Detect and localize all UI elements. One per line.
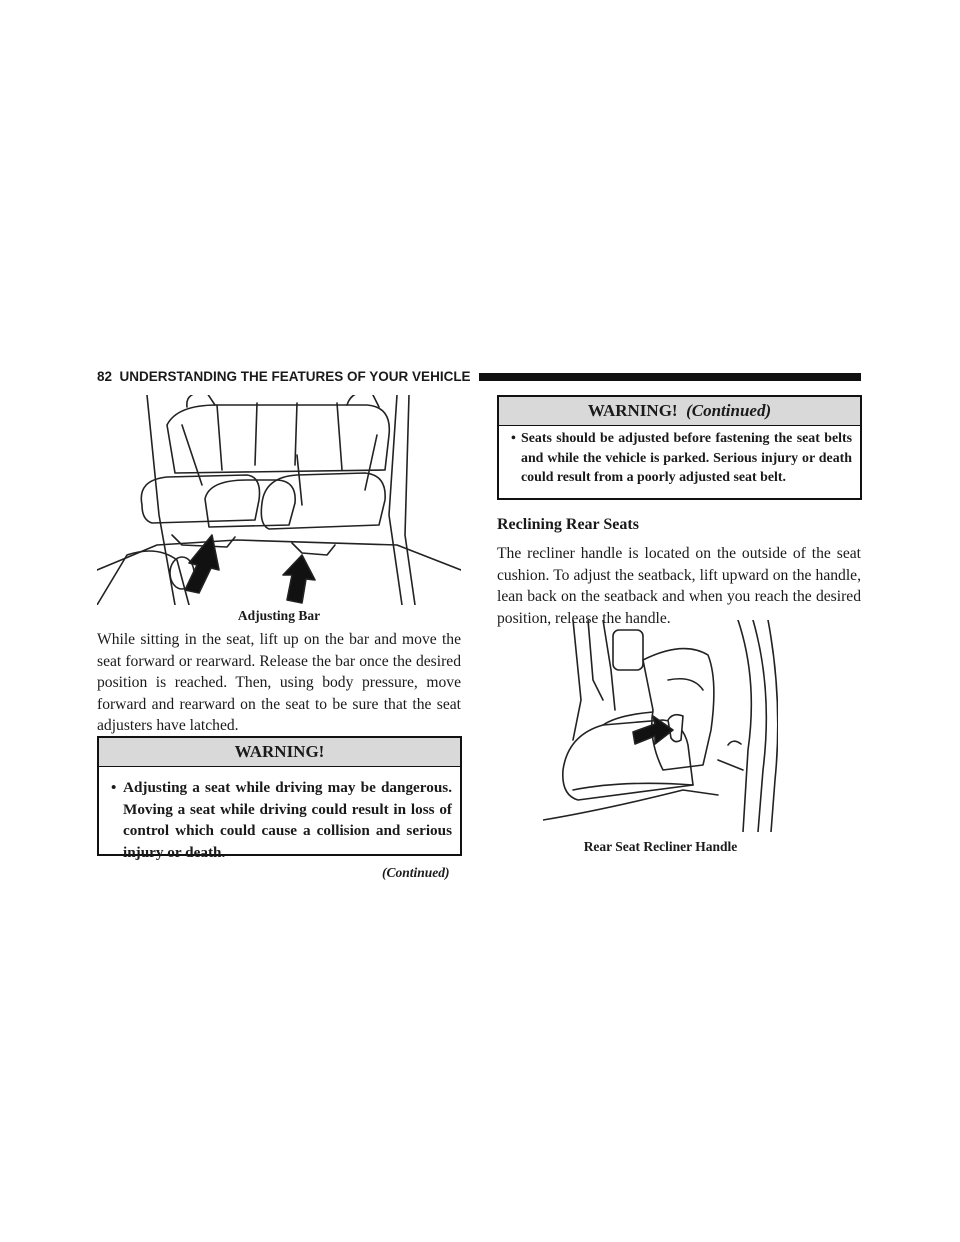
warning-list	[99, 767, 460, 863]
running-title: UNDERSTANDING THE FEATURES OF YOUR VEHICLE	[119, 369, 471, 384]
bullet-icon: •	[511, 431, 516, 446]
section-title: Reclining Rear Seats	[497, 516, 639, 533]
warning-item-text: Adjusting a seat while driving may be dangerous. Moving a seat while driving could result in loss of control which could cause a collision and serious injury or death.	[123, 779, 452, 861]
warning-list-continued	[499, 426, 860, 488]
running-header	[97, 369, 479, 385]
continued-note: (Continued)	[382, 865, 450, 880]
warning-title-text: WARNING!	[587, 401, 678, 420]
warning-title-suffix: (Continued)	[686, 401, 772, 420]
adjusting-bar-illustration	[97, 395, 461, 605]
page-header	[97, 369, 861, 385]
recliner-paragraph: The recliner handle is located on the outside of the seat cushion. To adjust the seatback, lift upward on the handle, lean back on the seatback and when you reach the desired position, release the handle.	[497, 545, 861, 627]
warning-box-continued	[497, 395, 862, 500]
warning-item	[111, 777, 452, 863]
recliner-handle-illustration	[543, 620, 778, 832]
seat-adjust-paragraph: While sitting in the seat, lift up on the bar and move the seat forward or rearward. Release the bar once the desired position is reached. Then, using body pressure, move forward and rearward on the seat to be sure that the seat adjusters have latched.	[97, 631, 461, 735]
bullet-icon: •	[111, 779, 117, 796]
warning-title-continued	[499, 397, 860, 426]
warning-title: WARNING!	[99, 738, 460, 767]
warning-item-text: Seats should be adjusted before fastening the seat belts and while the vehicle is parked. Serious injury or death could result from a poorly adjusted seat belt.	[521, 431, 852, 485]
figure-caption-recliner: Rear Seat Recliner Handle	[583, 839, 738, 854]
warning-item	[511, 429, 852, 488]
page-number: 82	[97, 369, 113, 384]
figure-caption-adjusting-bar: Adjusting Bar	[237, 608, 321, 623]
warning-box	[97, 736, 462, 861]
